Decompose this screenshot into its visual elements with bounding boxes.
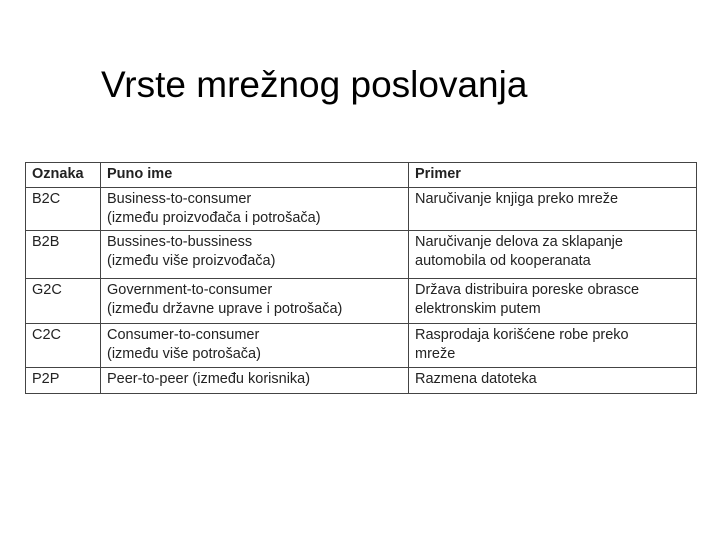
slide-title: Vrste mrežnog poslovanja: [101, 64, 528, 105]
cell-name-line: (između više potrošača): [107, 346, 261, 362]
table-row: [26, 279, 697, 324]
cell-code-line: B2B: [32, 234, 60, 250]
header-puno-ime: Puno ime: [101, 163, 409, 188]
cell-name: [101, 188, 409, 231]
cell-name-line: Government-to-consumer: [107, 282, 273, 298]
cell-code: [26, 368, 101, 394]
cell-code-line: P2P: [32, 371, 60, 387]
header-primer: Primer: [409, 163, 697, 188]
header-oznaka: Oznaka: [26, 163, 101, 188]
cell-name: [101, 231, 409, 279]
cell-example-line: Država distribuira poreske obrasce: [415, 282, 640, 298]
cell-example-line: Rasprodaja korišćene robe preko: [415, 327, 629, 343]
cell-example-line: Naručivanje delova za sklapanje: [415, 234, 623, 250]
cell-code: [26, 188, 101, 231]
table-header-row: [26, 163, 697, 188]
cell-example: [409, 231, 697, 279]
cell-name-line: Consumer-to-consumer: [107, 327, 260, 343]
table-row: [26, 188, 697, 231]
cell-name-line: (između proizvođača i potrošača): [107, 210, 321, 226]
cell-example: [409, 279, 697, 324]
cell-code: [26, 231, 101, 279]
cell-code-line: G2C: [32, 282, 62, 298]
cell-example-line: Razmena datoteka: [415, 371, 537, 387]
cell-example: [409, 324, 697, 368]
cell-example: [409, 188, 697, 231]
cell-name-line: (između državne uprave i potrošača): [107, 301, 343, 317]
cell-name-line: Bussines-to-bussiness: [107, 234, 253, 250]
table-row: [26, 368, 697, 394]
table-row: [26, 231, 697, 279]
cell-example: [409, 368, 697, 394]
business-types-table: [25, 162, 697, 394]
cell-code: [26, 324, 101, 368]
cell-name: [101, 368, 409, 394]
cell-name: [101, 279, 409, 324]
table-row: [26, 324, 697, 368]
cell-example-line: Naručivanje knjiga preko mreže: [415, 191, 619, 207]
cell-code-line: B2C: [32, 191, 61, 207]
cell-name: [101, 324, 409, 368]
cell-example-line: mreže: [415, 346, 456, 362]
cell-name-line: (između više proizvođača): [107, 253, 276, 269]
cell-name-line: Peer-to-peer (između korisnika): [107, 371, 311, 387]
cell-name-line: Business-to-consumer: [107, 191, 252, 207]
cell-code: [26, 279, 101, 324]
cell-example-line: elektronskim putem: [415, 301, 541, 317]
cell-code-line: C2C: [32, 327, 62, 343]
cell-example-line: automobila od kooperanata: [415, 253, 591, 269]
